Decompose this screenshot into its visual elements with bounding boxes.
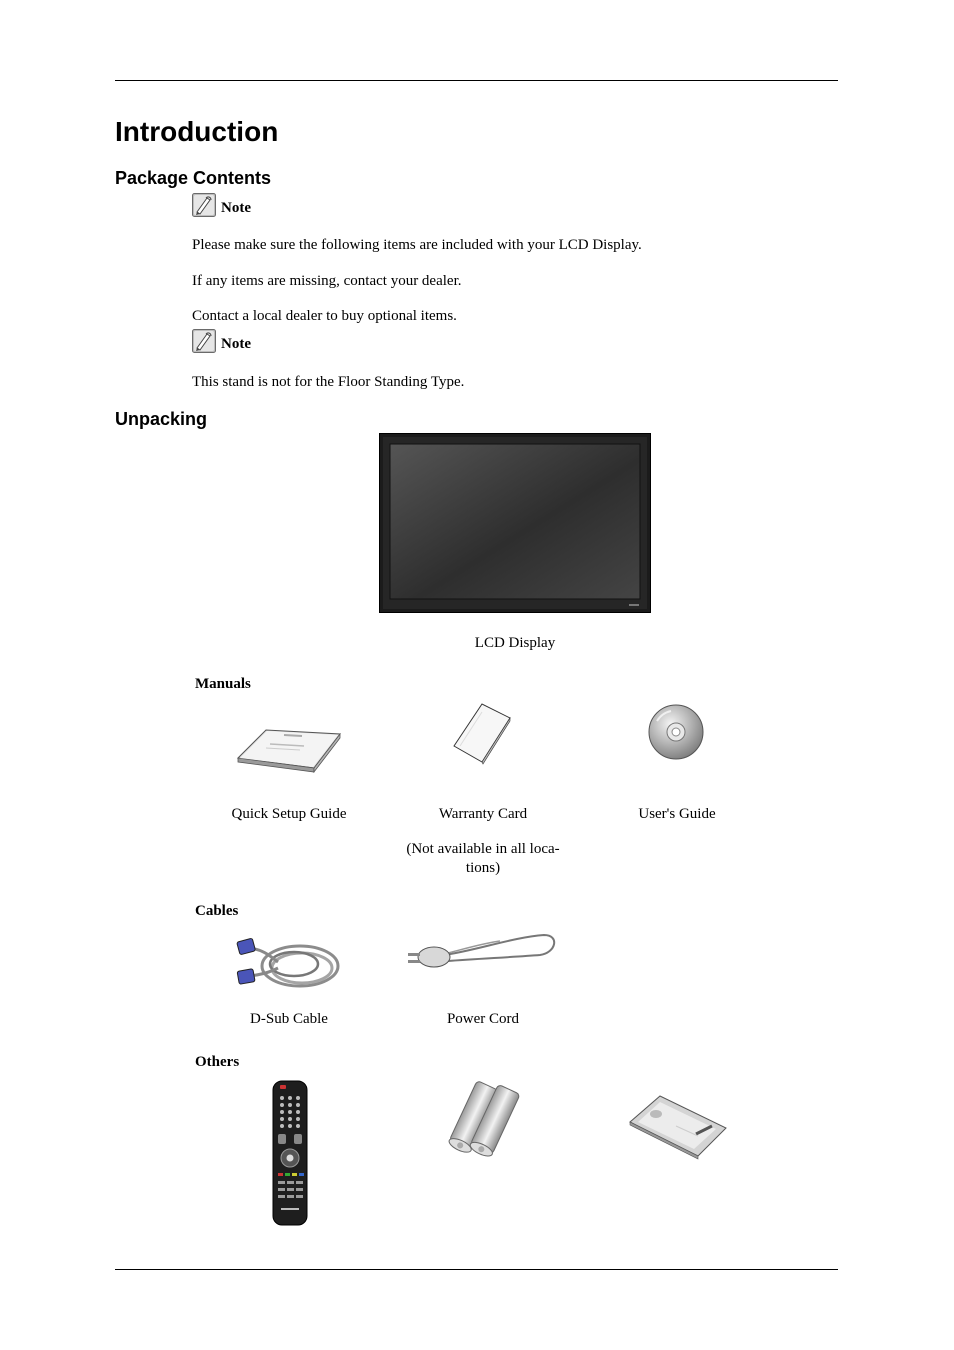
intro-line-3: Contact a local dealer to buy optional items. (192, 308, 457, 324)
power-cord-caption: Power Cord (446, 1011, 520, 1027)
note-icon (192, 193, 216, 217)
note-label: Note (221, 200, 251, 216)
quick-setup-guide-image (230, 718, 346, 776)
d-sub-cable-caption: D-Sub Cable (250, 1011, 328, 1027)
power-cord-image (404, 927, 560, 979)
warranty-card-caption: Warranty Card (438, 806, 528, 822)
section-title-package-contents: Package Contents (115, 168, 272, 188)
subsection-cables: Cables (195, 903, 239, 919)
warranty-card-image (446, 700, 516, 766)
warranty-card-availability-note: (Not available in all loca- tions) (406, 841, 560, 876)
note-block (192, 191, 251, 217)
top-rule (115, 80, 838, 81)
subsection-others: Others (195, 1054, 240, 1070)
section-title-unpacking: Unpacking (115, 409, 208, 429)
remote-control-image (270, 1080, 310, 1226)
batteries-image (444, 1078, 522, 1162)
lcd-display-image (379, 433, 651, 613)
bottom-rule (115, 1269, 838, 1270)
users-guide-caption: User's Guide (638, 806, 716, 822)
note-label: Note (221, 336, 251, 352)
stand-note-text: This stand is not for the Floor Standing Type. (192, 374, 465, 390)
intro-line-1: Please make sure the following items are included with your LCD Display. (192, 237, 642, 253)
page-title: Introduction (115, 116, 279, 147)
quick-setup-guide-caption: Quick Setup Guide (231, 806, 347, 822)
note-icon (192, 329, 216, 353)
lcd-display-caption: LCD Display (474, 635, 556, 651)
intro-line-2: If any items are missing, contact your dealer. (192, 273, 462, 289)
users-guide-cd-image (647, 703, 705, 761)
d-sub-cable-image (230, 932, 346, 994)
subsection-manuals: Manuals (195, 676, 251, 692)
note-block (192, 327, 251, 353)
cleaning-cloth-image (626, 1092, 730, 1160)
